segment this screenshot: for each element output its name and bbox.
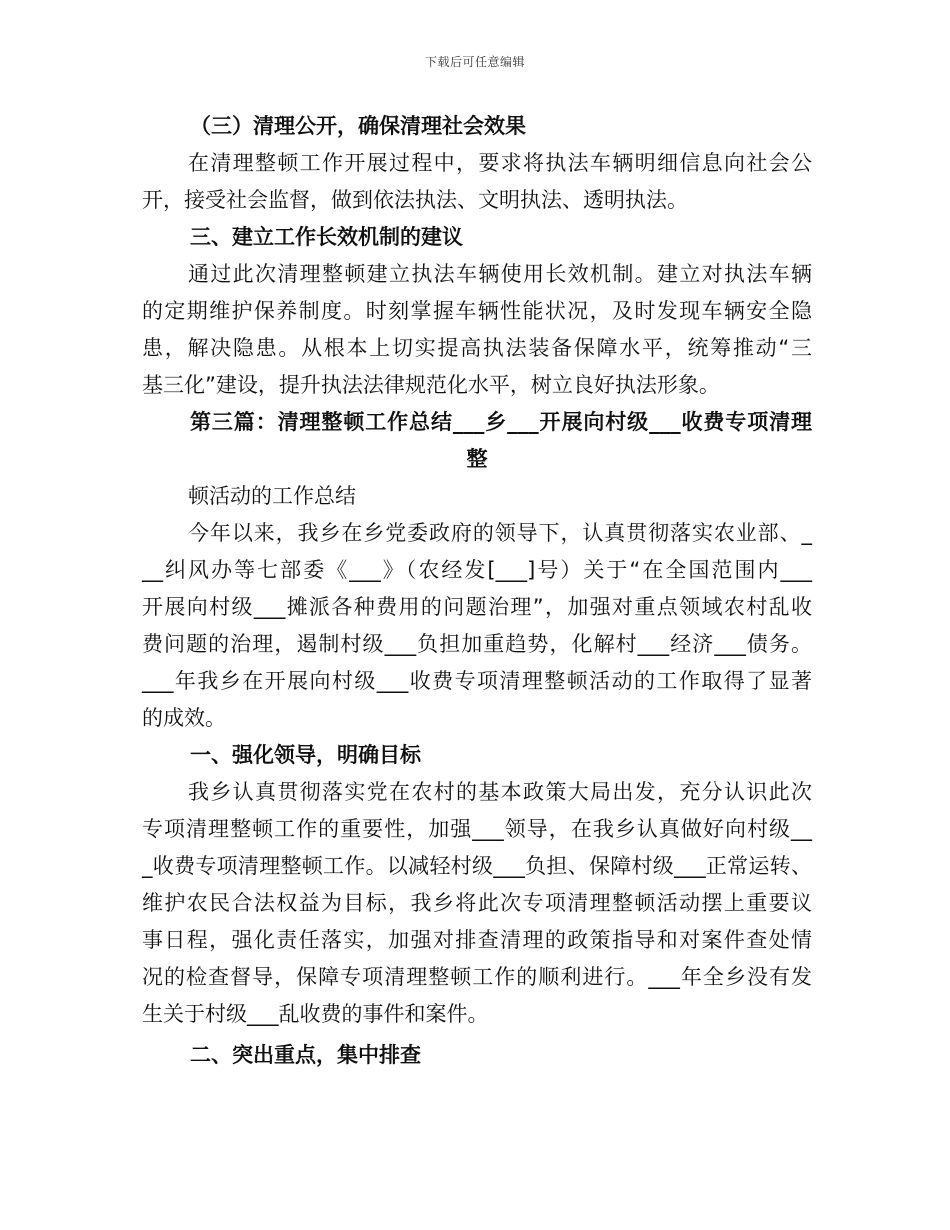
paragraph-line: 我乡认真贯彻落实党在农村的基本政策大局出发，充分认识此次 — [188, 780, 812, 804]
paragraph-line: 开展向村级___摊派各种费用的问题治理”，加强对重点领域农村乱收 — [142, 595, 812, 619]
paragraph-line: 的成效。 — [142, 706, 226, 730]
section-heading: 三、建立工作长效机制的建议 — [190, 225, 463, 249]
paragraph-line: 的定期维护保养制度。时刻掌握车辆性能状况，及时发现车辆安全隐 — [142, 299, 812, 323]
paragraph-line: 况的检查督导，保障专项清理整顿工作的顺利进行。___年全乡没有发 — [142, 965, 812, 989]
paragraph-line: 事日程，强化责任落实，加强对排查清理的政策指导和对案件查处情 — [142, 928, 812, 952]
section-heading: 一、强化领导，明确目标 — [190, 743, 421, 767]
paragraph-line: _收费专项清理整顿工作。以减轻村级___负担、保障村级___正常运转、 — [142, 854, 812, 878]
paragraph-line: 基三化”建设，提升执法法律规范化水平，树立良好执法形象。 — [142, 373, 720, 397]
document-body — [142, 108, 812, 1074]
paragraph-line: 患，解决隐患。从根本上切实提高执法装备保障水平，统筹推动“三 — [142, 336, 812, 360]
paragraph-line: 费问题的治理，遏制村级___负担加重趋势，化解村___经济___债务。 — [142, 632, 812, 656]
paragraph-line: __纠风办等七部委《___》（农经发[___]号）关于“在全国范围内___ — [142, 558, 812, 582]
section-heading: 二、突出重点，集中排查 — [190, 1043, 421, 1067]
paragraph-line: ___年我乡在开展向村级___收费专项清理整顿活动的工作取得了显著 — [142, 669, 812, 693]
chapter-title-continued: 整 — [466, 447, 488, 471]
paragraph-line: 生关于村级___乱收费的事件和案件。 — [142, 1002, 489, 1026]
paragraph-line: 今年以来，我乡在乡党委政府的领导下，认真贯彻落实农业部、_ — [188, 521, 812, 545]
paragraph-line: 通过此次清理整顿建立执法车辆使用长效机制。建立对执法车辆 — [188, 262, 812, 286]
chapter-title: 第三篇：清理整顿工作总结___乡___开展向村级___收费专项清理 — [190, 410, 812, 434]
paragraph-line: 专项清理整顿工作的重要性，加强___领导，在我乡认真做好向村级__ — [142, 817, 812, 841]
paragraph-line: 开，接受社会监督，做到依法执法、文明执法、透明执法。 — [142, 188, 688, 212]
paragraph-line: 在清理整顿工作开展过程中，要求将执法车辆明细信息向社会公 — [188, 151, 812, 175]
chapter-subtitle-line: 顿活动的工作总结 — [188, 484, 356, 508]
section-heading-3: （三）清理公开，确保清理社会效果 — [190, 114, 526, 138]
paragraph-line: 维护农民合法权益为目标，我乡将此次专项清理整顿活动摆上重要议 — [142, 891, 812, 915]
page-header-note: 下载后可任意编辑 — [424, 55, 525, 69]
